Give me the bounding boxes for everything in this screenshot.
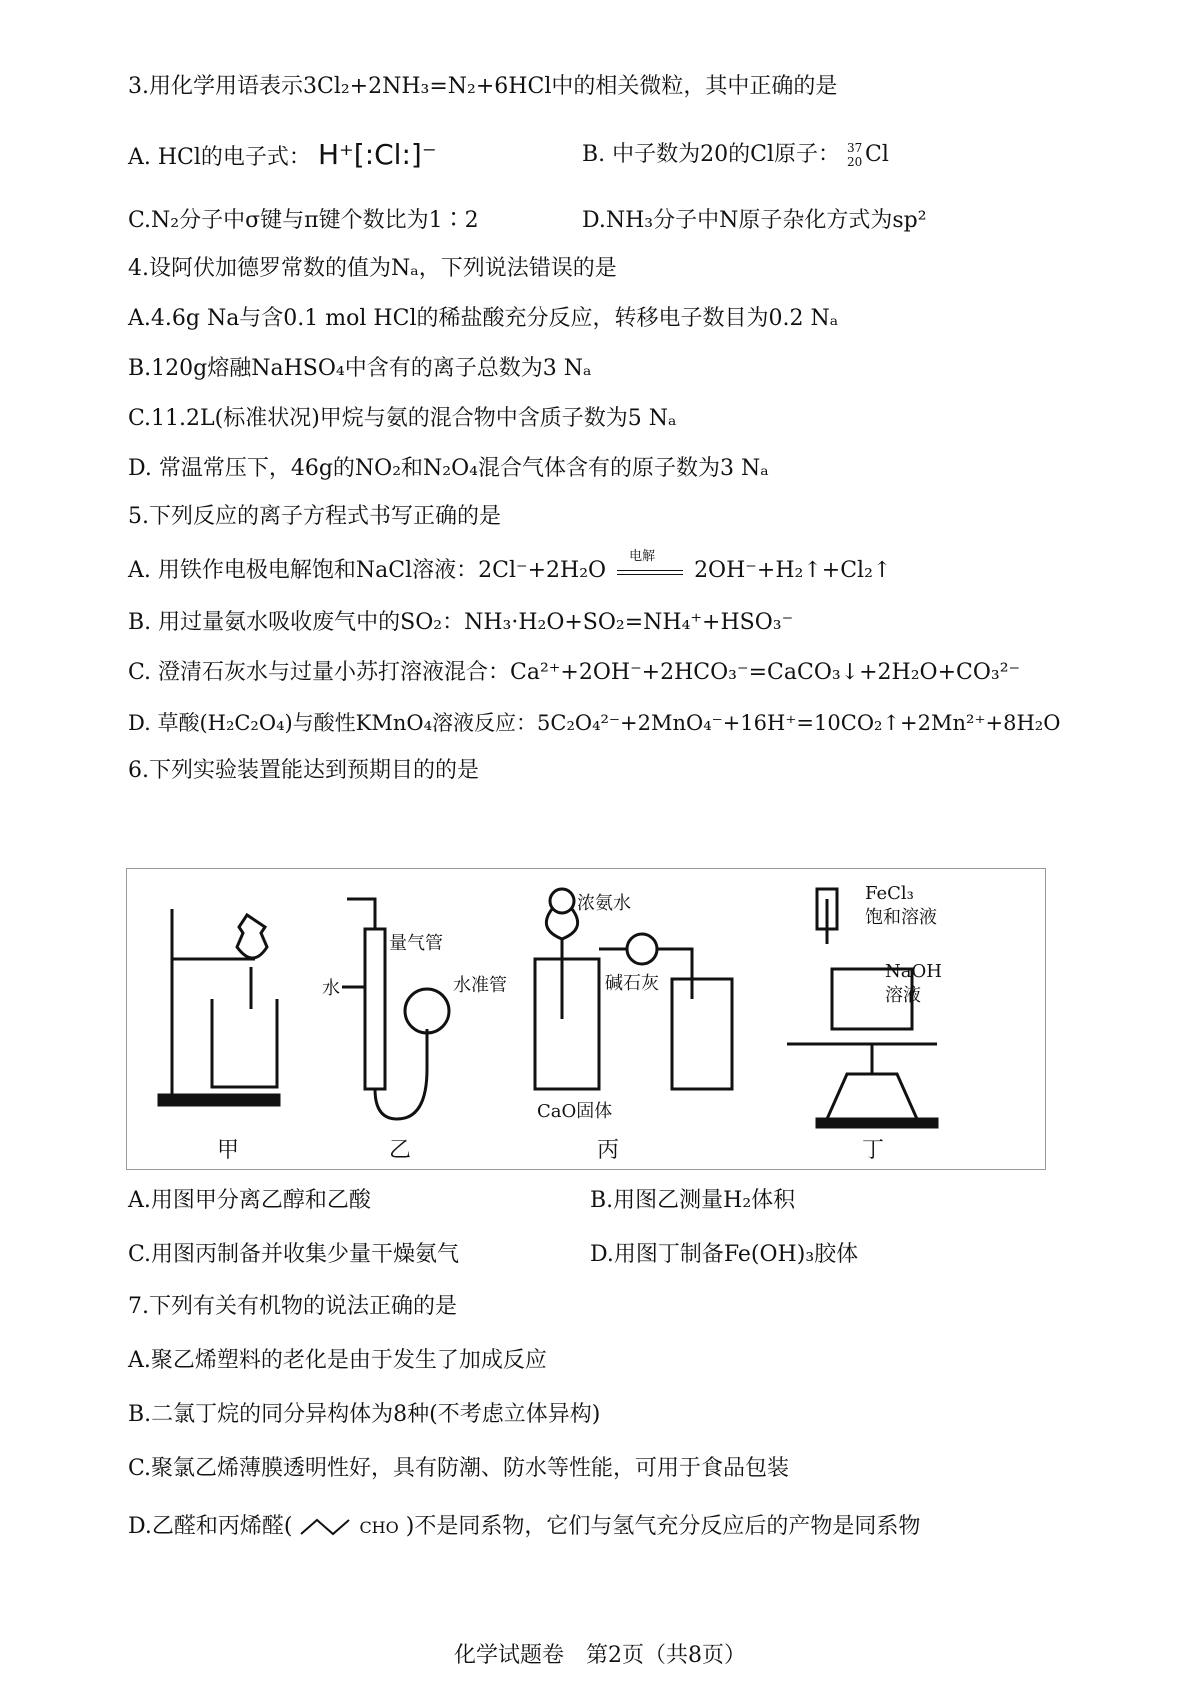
q5-option-a-text: A. 用铁作电极电解饱和NaCl溶液：2Cl⁻+2H₂O bbox=[128, 558, 607, 583]
q6-stem: 6.下列实验装置能达到预期目的的是 bbox=[128, 758, 479, 783]
q5-option-c: C. 澄清石灰水与过量小苏打溶液混合：Ca²⁺+2OH⁻+2HCO₃⁻=CaCO₃↓+2H₂O+CO₃²⁻ bbox=[128, 660, 1021, 685]
q3-option-a-text: A. HCl的电子式： bbox=[128, 145, 311, 170]
label-soda-lime: 碱石灰 bbox=[605, 973, 659, 994]
label-naoh: NaOH bbox=[885, 961, 942, 982]
q3-option-a bbox=[128, 140, 437, 173]
q5-option-a bbox=[128, 549, 892, 586]
apparatus-drawings bbox=[127, 869, 1045, 1169]
label-cao: CaO固体 bbox=[537, 1101, 613, 1122]
q3-stem: 3.用化学用语表示3Cl₂+2NH₃=N₂+6HCl中的相关微粒，其中正确的是 bbox=[128, 74, 838, 99]
q7-option-d bbox=[128, 1512, 920, 1543]
q4-option-d: D. 常温常压下，46g的NO₂和N₂O₄混合气体含有的原子数为3 Nₐ bbox=[128, 456, 769, 481]
q3-hcl-electron-formula: H⁺[:Cl:]⁻ bbox=[317, 138, 437, 171]
label-water: 水 bbox=[322, 978, 340, 999]
q4-option-a: A.4.6g Na与含0.1 mol HCl的稀盐酸充分反应，转移电子数目为0.2 Nₐ bbox=[128, 306, 839, 331]
label-ammonia: 浓氨水 bbox=[577, 893, 631, 914]
q5-condition: 电解 bbox=[629, 549, 656, 564]
label-level-tube: 水准管 bbox=[453, 975, 507, 996]
q3-isotope-z: 20 bbox=[847, 155, 863, 169]
label-gas-tube: 量气管 bbox=[389, 933, 443, 954]
q3-option-d: D.NH₃分子中N原子杂化方式为sp² bbox=[582, 208, 927, 233]
figure-label-ding: 丁 bbox=[862, 1138, 885, 1163]
q7-option-b: B.二氯丁烷的同分异构体为8种(不考虑立体异构) bbox=[128, 1402, 601, 1427]
figure-label-bing: 丙 bbox=[597, 1138, 620, 1163]
q7-option-d-suffix: )不是同系物，它们与氢气充分反应后的产物是同系物 bbox=[405, 1514, 921, 1539]
q7-cho: CHO bbox=[359, 1518, 399, 1537]
q7-stem: 7.下列有关有机物的说法正确的是 bbox=[128, 1294, 457, 1319]
q4-option-b: B.120g熔融NaHSO₄中含有的离子总数为3 Nₐ bbox=[128, 356, 592, 381]
q7-option-d-prefix: D.乙醛和丙烯醛( bbox=[128, 1514, 293, 1539]
q7-option-a: A.聚乙烯塑料的老化是由于发生了加成反应 bbox=[128, 1348, 547, 1373]
q3-isotope-mass: 37 bbox=[847, 141, 863, 155]
q5-electrolysis-arrow bbox=[613, 549, 687, 586]
figure-label-jia: 甲 bbox=[217, 1138, 240, 1163]
page-footer: 化学试题卷 第2页（共8页） bbox=[454, 1643, 746, 1668]
q5-option-d: D. 草酸(H₂C₂O₄)与酸性KMnO₄溶液反应：5C₂O₄²⁻+2MnO₄⁻+16H⁺=10CO₂↑+2Mn²⁺+8H₂O bbox=[128, 711, 1061, 735]
apparatus-figure bbox=[126, 868, 1046, 1170]
q3-option-b bbox=[582, 140, 889, 170]
acrolein-skeleton-icon bbox=[299, 1514, 359, 1540]
label-fecl3: FeCl₃ bbox=[865, 883, 914, 904]
q3-option-c: C.N₂分子中σ键与π键个数比为1∶2 bbox=[128, 208, 479, 233]
q4-stem: 4.设阿伏加德罗常数的值为Nₐ，下列说法错误的是 bbox=[128, 256, 617, 281]
q5-option-b: B. 用过量氨水吸收废气中的SO₂：NH₃·H₂O+SO₂=NH₄⁺+HSO₃⁻ bbox=[128, 610, 794, 635]
label-saturated-solution: 饱和溶液 bbox=[865, 907, 937, 928]
q6-option-d: D.用图丁制备Fe(OH)₃胶体 bbox=[590, 1242, 859, 1267]
figure-label-yi: 乙 bbox=[389, 1138, 412, 1163]
q5-stem: 5.下列反应的离子方程式书写正确的是 bbox=[128, 504, 501, 529]
q6-option-a: A.用图甲分离乙醇和乙酸 bbox=[128, 1188, 371, 1213]
q5-option-a-tail: 2OH⁻+H₂↑+Cl₂↑ bbox=[694, 558, 892, 583]
q6-option-b: B.用图乙测量H₂体积 bbox=[590, 1188, 796, 1213]
q6-option-c: C.用图丙制备并收集少量干燥氨气 bbox=[128, 1242, 460, 1267]
q4-option-c: C.11.2L(标准状况)甲烷与氨的混合物中含质子数为5 Nₐ bbox=[128, 406, 677, 431]
q3-option-b-text: B. 中子数为20的Cl原子： bbox=[582, 142, 841, 167]
label-solution: 溶液 bbox=[885, 985, 921, 1006]
q3-isotope-symbol: Cl bbox=[865, 142, 889, 167]
q3-isotope-scripts bbox=[847, 140, 865, 170]
q7-option-c: C.聚氯乙烯薄膜透明性好，具有防潮、防水等性能，可用于食品包装 bbox=[128, 1456, 790, 1481]
